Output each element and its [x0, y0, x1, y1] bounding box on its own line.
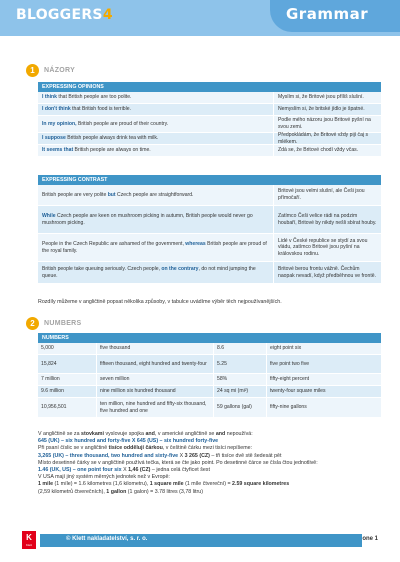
number-cell: 24 sq mi (mi²) [213, 386, 266, 397]
words-cell: twenty-four square miles [266, 386, 381, 397]
text: and [145, 431, 155, 437]
text: 1 gallon [106, 488, 127, 495]
table-row [38, 355, 381, 374]
czech-cell: Lidé v České republice se stydí za svou vládu, zatímco Britové jsou pyšní na královskou rodinu. [273, 234, 381, 261]
text: 1,46 (CZ) [128, 467, 151, 474]
table-heading: EXPRESSING OPINIONS [38, 82, 381, 92]
key-phrase: I think [42, 94, 57, 101]
bloggers-logo [16, 7, 113, 23]
table-row [38, 374, 381, 386]
text: (1 míle čtvereční) = [183, 481, 233, 488]
example-text: Czech people are straightforward. [115, 191, 194, 198]
english-cell [38, 92, 273, 103]
contrast-table [38, 175, 381, 284]
explanation-line [38, 453, 381, 460]
logo-text: BLOGGERS [16, 7, 103, 23]
text: X [178, 452, 185, 459]
logo-number: 4 [102, 7, 113, 23]
text: , v češtině čárku mezi tisíci nepíšeme: [162, 445, 253, 452]
table-row [38, 116, 381, 133]
czech-cell: Podle mého názoru jsou Britové pyšní na svou zemi. [273, 116, 381, 132]
page-footer [0, 528, 400, 562]
explanation-line: 645 (UK) – six hundred and forty-five X 645 (US) – six hundred forty-five [38, 438, 219, 445]
klett-logo [22, 531, 36, 549]
table-row [38, 145, 381, 157]
explanation-line [38, 445, 381, 452]
page-number: one 1 [362, 536, 378, 542]
section-number: 2 [26, 317, 39, 330]
key-phrase: In my opinion, [42, 120, 77, 127]
text: – jedna celá čtyřicet šest [150, 467, 210, 474]
text: (2,59 kilometrů čtverečních), [38, 488, 107, 495]
opinions-table [38, 82, 381, 157]
key-phrase: on the contrary [161, 265, 199, 272]
table-row [38, 343, 381, 355]
text: nepoužívá: [225, 431, 253, 437]
table-row [38, 234, 381, 262]
key-phrase: whereas [185, 240, 206, 247]
grammar-tab [270, 0, 400, 32]
explanation-line [38, 467, 381, 474]
explanation-line: Místo desetinné čárky se v angličtině používá tečka, která se čte jako point. Po desetinné čárce se čísla čtou jednotlivě: [38, 459, 318, 466]
table-row [38, 386, 381, 398]
text: – tři tisíce dvě stě šedesát pět [209, 452, 282, 459]
section-title: NÁZORY [44, 66, 76, 74]
czech-cell: Myslím si, že Britové jsou příliš slušní. [273, 92, 381, 103]
czech-cell: Nemyslím si, že britské jídlo je špatné. [273, 104, 381, 115]
example-text: that British food is terrible. [70, 106, 131, 113]
table-row [38, 206, 381, 234]
section-note: Rozdíly můžeme v angličtině popsat několika způsoby, v tabulce uvádíme výběr těch nejpoužívanějších. [38, 299, 282, 305]
numbers-rows [38, 343, 381, 418]
words-cell: fifty-nine gallons [266, 398, 381, 417]
czech-cell: Britové berou frontu vážně. Čechům naopak nevadí, když předběhnou ve frontě. [273, 262, 381, 283]
key-phrase: I suppose [42, 135, 66, 142]
words-cell: fifteen thousand, eight hundred and twenty-four [96, 355, 213, 373]
example-text: British people take queuing seriously. Czech people, [42, 265, 162, 272]
text: (1 míle) = 1.6 kilometres (1,6 kilometru), [53, 481, 150, 488]
czech-cell: Zdá se, že Britové chodí vždy včas. [273, 145, 381, 156]
example-text: British people are proud of the royal family. [42, 240, 267, 254]
number-cell: 59 gallons (gal) [213, 398, 266, 417]
words-cell: nine million six hundred thousand [96, 386, 213, 397]
explanation-line [38, 489, 381, 496]
number-cell: 5,000 [41, 345, 54, 352]
english-cell [38, 262, 273, 283]
example-text: that British people are too polite. [57, 94, 132, 101]
english-cell [38, 234, 273, 261]
number-cell: 58% [213, 374, 266, 385]
text: 2.59 square kilometres [232, 481, 290, 488]
explanation-line: V USA mají jiný systém měrných jednotek než v Evropě: [38, 474, 170, 481]
table-heading: EXPRESSING CONTRAST [38, 175, 381, 185]
english-cell [38, 104, 273, 115]
english-cell [38, 185, 273, 205]
grammar-title: Grammar [286, 5, 369, 23]
text: stovkami [81, 431, 104, 437]
explanation-line [38, 431, 381, 438]
english-cell [38, 116, 273, 132]
text: 1 square mile [149, 481, 184, 488]
publisher-name: Klett [25, 543, 32, 547]
key-phrase: I don't think [42, 106, 71, 113]
text: X [121, 467, 129, 474]
example-text: British people are always on time. [73, 147, 151, 154]
text: 3 265 (CZ) [184, 452, 210, 459]
words-cell: seven million [96, 374, 213, 385]
key-phrase: While [42, 212, 56, 219]
section-title: NUMBERS [44, 319, 82, 327]
text: and [215, 431, 226, 437]
klett-k-icon: K [26, 533, 32, 542]
table-row [38, 185, 381, 206]
footer-strip [40, 534, 362, 547]
number-cell: 7 million [41, 376, 60, 383]
opinions-rows [38, 92, 381, 157]
words-cell: fifty-eight percent [266, 374, 381, 385]
text: tisíce oddělují čárkou [108, 445, 163, 452]
numbers-table [38, 333, 381, 418]
example-text: British people always drink tea with milk. [65, 135, 159, 142]
example-text: People in the Czech Republic are ashamed of the government, [42, 240, 186, 247]
section-heading-numbers [26, 316, 82, 330]
text: vyslovuje spojka [103, 431, 146, 437]
text: , v americké angličtině se [154, 431, 216, 437]
numbers-explanation [38, 431, 381, 496]
table-row [38, 398, 381, 418]
example-text: British people are proud of their country. [76, 120, 169, 127]
words-cell: ten million, nine hundred and fifty-six thousand, five hundred and one [96, 398, 213, 417]
english-cell [38, 145, 273, 156]
explanation-line [38, 481, 381, 488]
number-cell: 8.6 [213, 343, 266, 354]
table-heading: NUMBERS [38, 333, 381, 343]
words-cell: five point two five [266, 355, 381, 373]
number-cell: 10,956,501 [41, 404, 67, 411]
english-cell [38, 133, 273, 144]
text: (1 galon) = 3.78 litres (3,78 litru) [126, 488, 204, 495]
number-cell: 9.6 million [41, 388, 64, 395]
czech-cell: Předpokládám, že Britové vždy pijí čaj s mlékem. [273, 133, 381, 144]
text: 1.46 (UK, US) – one point four six [38, 467, 122, 474]
text: 1 mile [38, 481, 54, 488]
english-cell [38, 206, 273, 233]
example-text: British people are very polite [42, 191, 108, 198]
table-row [38, 133, 381, 145]
words-cell: eight point six [266, 343, 381, 354]
text: Při psaní číslic se v angličtině [38, 445, 109, 452]
number-cell: 5.25 [213, 355, 266, 373]
text: V angličtině se za [38, 431, 81, 437]
table-row [38, 262, 381, 284]
key-phrase: but [107, 191, 116, 198]
key-phrase: It seems that [42, 147, 74, 154]
czech-cell: Zatímco Češi velice rádi na podzim houbaří, Britové by nikdy nešli sbírat houby. [273, 206, 381, 233]
czech-cell: Britové jsou velmi slušní, ale Češi jsou přímočaří. [273, 185, 381, 205]
text: 3,265 (UK) – three thousand, two hundred and sixty-five [38, 452, 179, 459]
table-row [38, 104, 381, 116]
words-cell: five thousand [96, 343, 213, 354]
section-number: 1 [26, 64, 39, 77]
contrast-rows [38, 185, 381, 284]
example-text: , do not mind jumping the queue. [42, 265, 256, 279]
example-text: Czech people are keen on mushroom picking in autumn, British people would never go mushroom picking. [42, 212, 253, 226]
table-row [38, 92, 381, 104]
number-cell: 15,824 [41, 360, 57, 367]
section-heading-opinions [26, 63, 75, 77]
copyright-text: © Klett nakladatelství, s. r. o. [66, 536, 148, 542]
